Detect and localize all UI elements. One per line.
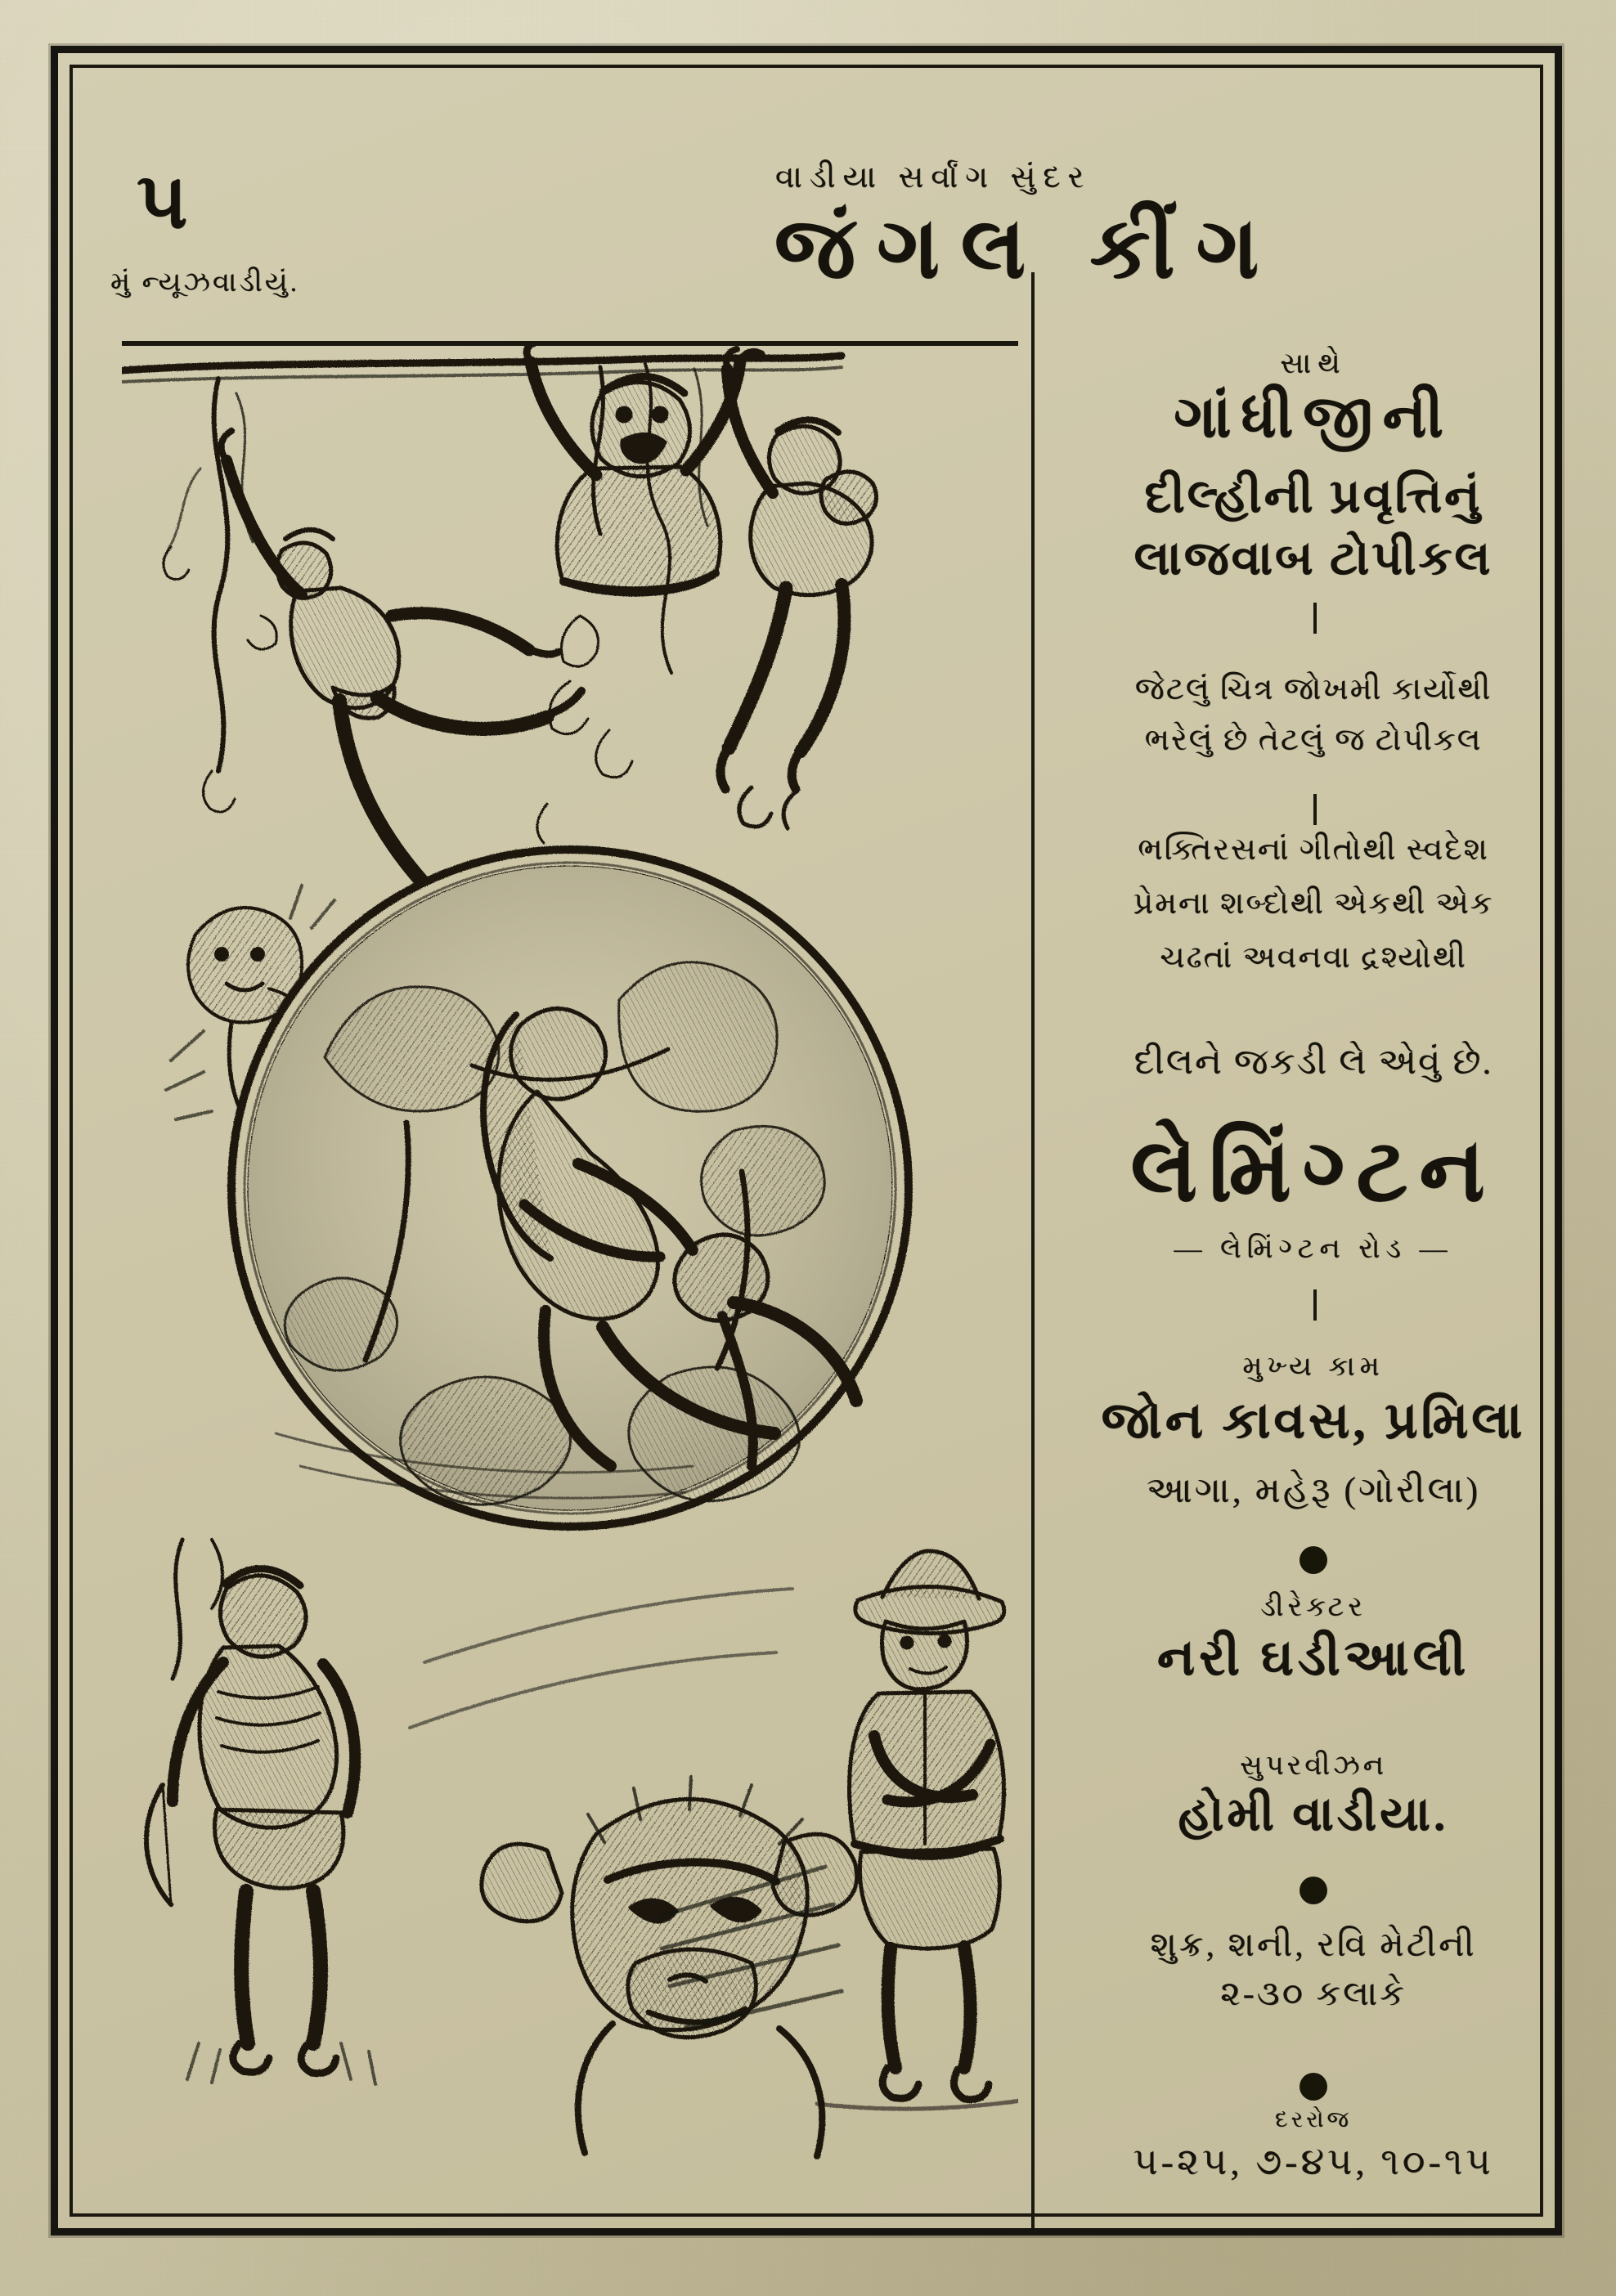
left-column [58, 53, 1030, 2228]
ad-kicker: વાડીયા સર્વાંગ સુંદર [774, 160, 1092, 195]
film-title: જંગલ કીંગ [774, 200, 1281, 296]
matinee-time: ૨-૩૦ કલાકે [1220, 1975, 1407, 2013]
separator-rule-3 [1313, 1289, 1317, 1321]
separator-rule-1 [1313, 603, 1317, 634]
column-divider [1031, 272, 1035, 2228]
matinee-days: શુક્ર, શની, રવિ મેટીની [1150, 1926, 1477, 1964]
supervision-name: હોમી વાડીયા. [1178, 1787, 1449, 1841]
paragraph-2-line-3: ચઢતાં અવનવા દ્રશ્યોથી [1160, 940, 1467, 975]
jungle-illustration [122, 341, 1018, 2186]
paragraph-1-line-1: જેટલું ચિત્ર જોખમી કાર્યોથી [1134, 672, 1493, 706]
theatre-name: લેમિંગ્ટન [1130, 1123, 1497, 1220]
separator-rule-2 [1313, 794, 1317, 825]
supervision-label: સુપરવીઝન [1240, 1751, 1387, 1781]
daily-shows-label: દરરોજ [1274, 2107, 1353, 2132]
illustration-svg [122, 346, 1018, 2186]
director-name: નરી ઘડીઆલી [1156, 1630, 1470, 1686]
paragraph-1-line-2: ભરેલું છે તેટલું જ ટોપીકલ [1144, 723, 1483, 757]
bullet-dot-1 [1300, 1546, 1327, 1574]
cast-line-1: જોન કાવસ, પ્રમિલા [1101, 1393, 1526, 1449]
theatre-address: — લેમિંગ્ટન રોડ — [1174, 1234, 1453, 1264]
daily-show-times: ૫-૨૫, ૭-૪૫, ૧૦-૧૫ [1133, 2141, 1494, 2182]
paragraph-2-line-1: ભક્તિરસનાં ગીતોથી સ્વદેશ [1138, 832, 1489, 867]
tagline: દીલને જકડી લે એવું છે. [1133, 1042, 1493, 1082]
cast-line-2: આગા, મહેરૂ (ગોરીલા) [1146, 1470, 1481, 1510]
issue-subtitle: મું ન્યૂઝવાડીયું. [110, 267, 300, 298]
with-label: સાથે [1280, 347, 1347, 379]
bullet-dot-3 [1300, 2073, 1327, 2101]
bullet-dot-2 [1300, 1877, 1327, 1904]
cast-label: મુખ્ય કામ [1242, 1352, 1385, 1382]
advertisement-frame [51, 46, 1562, 2235]
headline-line-3: લાજવાબ ટોપીકલ [1133, 531, 1493, 585]
director-label: ડીરેક્ટર [1260, 1592, 1367, 1622]
paragraph-2-line-2: પ્રેમના શબ્દોથી એકથી એક [1133, 886, 1494, 921]
issue-number: ૫ [137, 158, 189, 244]
headline-line-2: દીલ્હીની પ્રવૃત્તિનું [1144, 469, 1483, 522]
right-column [1072, 53, 1555, 2228]
headline-line-1: ગાંધીજીની [1174, 384, 1453, 450]
